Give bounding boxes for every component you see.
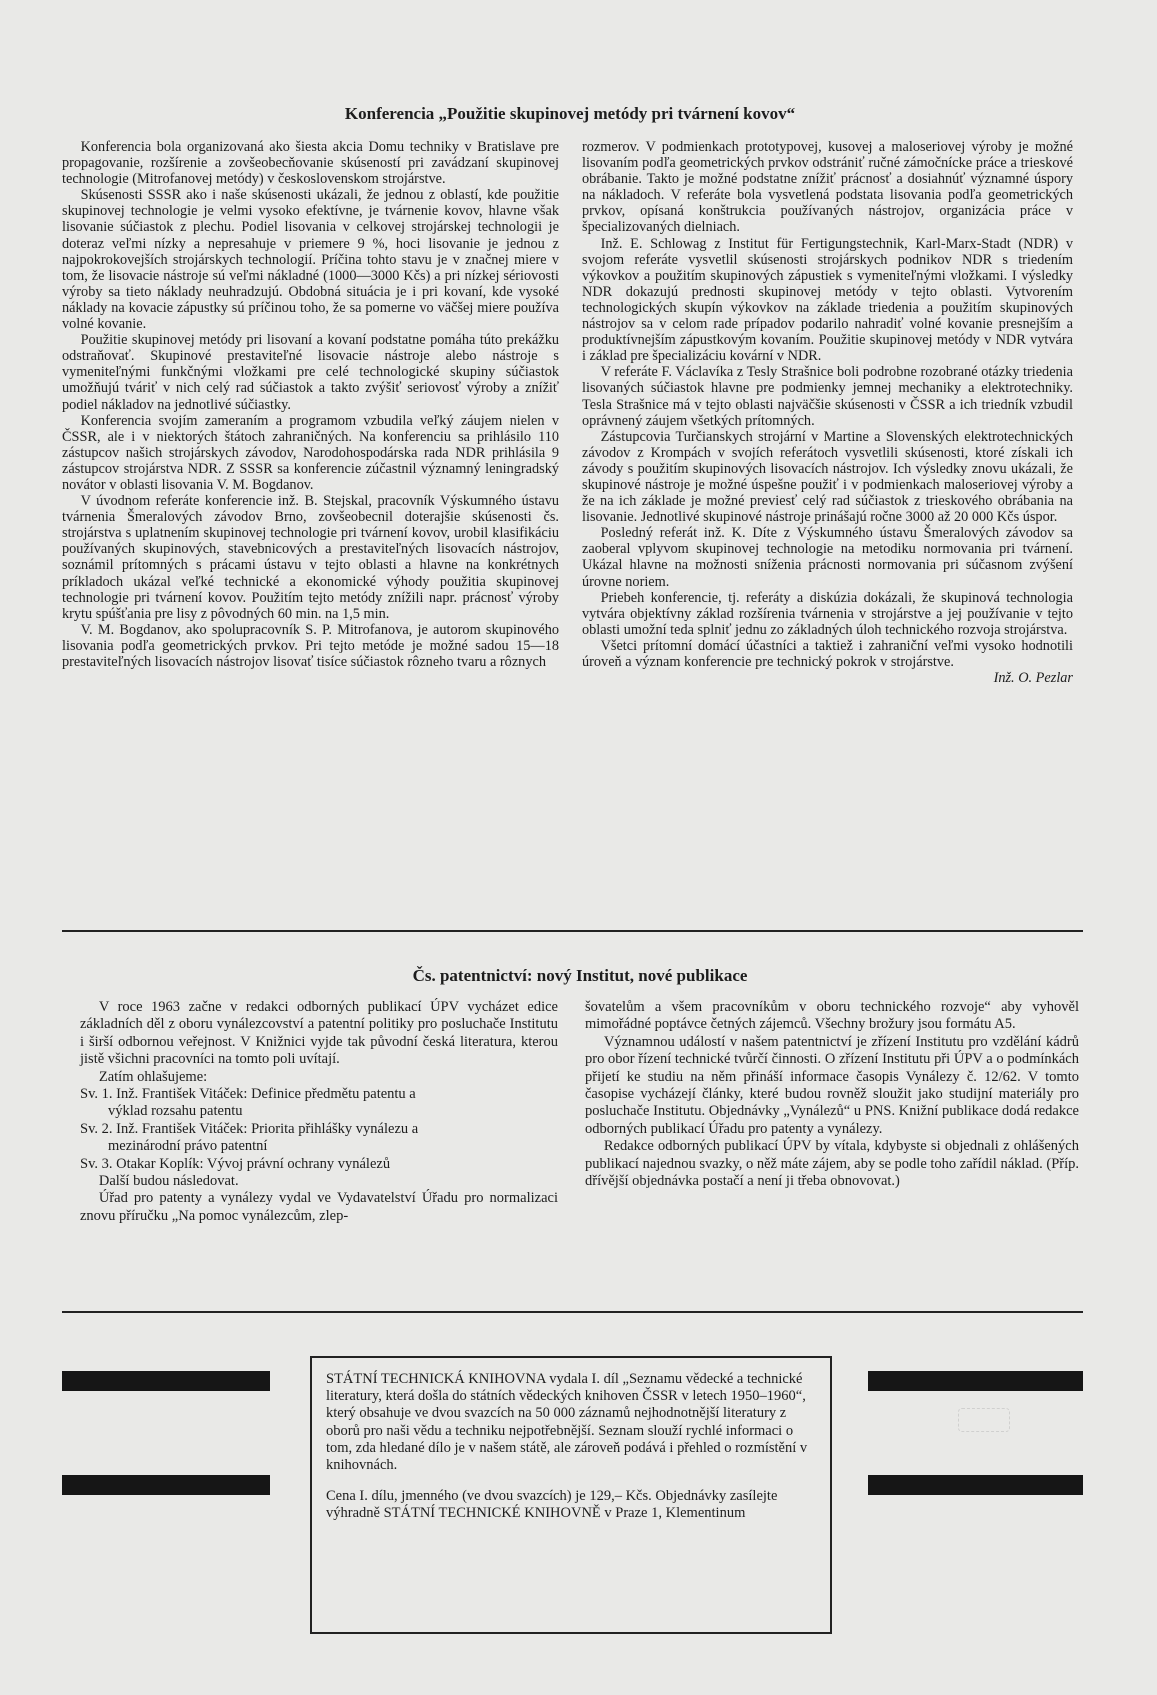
section-divider bbox=[62, 1311, 1083, 1313]
decorative-bar bbox=[62, 1371, 270, 1391]
paragraph: Významnou událostí v našem patentnictví je zřízení Institutu pro vzdělání kádrů pro obor řízení technické tvůrčí činnosti. O zřízení Institutu při ÚPV a o podmínkách přijetí ke studiu na něm přináší informace časopis Vynálezy č. 12/62. V tomto časopise vycházejí články, které budou rovněž sloužit jako studijní materiály pro posluchače Institutu. Objednávky „Vynálezů“ u PNS. Knižní publikace dodá redakce odborných publikací Úřadu pro patenty a vynálezy. bbox=[585, 1033, 1079, 1137]
article1-right-column bbox=[582, 139, 1073, 686]
list-item-head: Sv. 3. Otakar Koplík: Vývoj právní ochrany vynálezů bbox=[80, 1155, 391, 1172]
paragraph: Priebeh konferencie, tj. referáty a diskúzia dokázali, že skupinová technologia vytvára objektívny základ rozšírenia tvárnenia v strojárstve a jej používanie v tejto oblasti umožní teda splniť jednu zo základných úloh technického rozvoja strojárstva. bbox=[582, 589, 1073, 638]
paragraph: V referáte F. Václavíka z Tesly Strašnice boli podrobne rozobrané otázky triedenia lisovaných súčiastok hlavne pre podmienky jemnej mechaniky a elektrotechniky. Tesla Strašnice má v tejto oblasti najväčšie skúsenosti v ČSSR a ich triedník vzbudil oprávnený záujem všetkých prítomných. bbox=[582, 364, 1073, 429]
paragraph: V úvodnom referáte konferencie inž. B. Stejskal, pracovník Výskumného ústavu tvárnenia Šmeralových závodov Brno, zovšeobecnil doterajšie skúsenosti čs. strojárstva s uplatnením skupinovej technologie pri tvárnení kovov, urobil klasifikáciu používaných skupinových, stavebnicových a prestaviteľných lisovacích nástrojov, soznámil prítomných s prácami ústavu v tejto oblasti a hlavne na konkrétnych príkladoch ukázal veľké technické a ekonomické výhody použitia skupinovej technologie pri tvárnení kovov. Použitím tejto metódy znížili napr. prácnosť výroby krytu spúšťania pre lisy z pôvodných 60 min. na 1,5 min. bbox=[62, 493, 559, 622]
list-item bbox=[80, 1156, 558, 1173]
notice-paragraph: STÁTNÍ TECHNICKÁ KNIHOVNA vydala I. díl „Seznamu vědecké a technické literatury, která došla do státních vědeckých knihoven ČSSR v letech 1950–1960“, který obsahuje ve dvou svazcích na 50 000 záznamů nejhodnotnější literatury z oborů pro naši vědu a techniku nejpotřebnější. Seznam slouží rychlé informaci o tom, zda hledané dílo je v našem státě, ale zároveň podává i přehled o rozmístění v knihovnách. bbox=[326, 1371, 808, 1474]
article1-title: Konferencia „Použitie skupinovej metódy pri tvárnení kovov“ bbox=[344, 104, 796, 123]
faded-stamp-mark bbox=[958, 1408, 1010, 1432]
decorative-bar bbox=[868, 1371, 1083, 1391]
list-item-cont: výklad rozsahu patentu bbox=[108, 1103, 243, 1120]
section-divider bbox=[62, 930, 1083, 932]
article2-right-column bbox=[585, 999, 1079, 1190]
paragraph: V. M. Bogdanov, ako spolupracovník S. P. Mitrofanova, je autorom skupinového lisovania podľa geometrických prvkov. Pri tejto metóde je možné sadou 15—18 prestaviteľných lisovacích nástrojov lisovať tisíce súčiastok rôzneho tvaru a rôznych bbox=[62, 621, 559, 670]
paragraph: Všetci prítomní domácí účastníci a taktiež i zahraniční veľmi vysoko hodnotili úroveň a význam konferencie pre technický pokrok v strojárstve. bbox=[582, 637, 1073, 670]
paragraph: Posledný referát inž. K. Díte z Výskumného ústavu Šmeralových závodov sa zaoberal vplyvom skupinovej technologie na metodiku normovania pri tvárnení. Ukázal hlavne na možnosti sníženia prácnosti normovania pri súčasnom zvýšení úrovne noriem. bbox=[582, 525, 1073, 590]
paragraph: Zástupcovia Turčianskych strojární v Martine a Slovenských elektrotechnických závodov z Krompách v svojích referátoch vysvetlili skúsenosti, ktoré získali ich závody s použitím skupinových lisovacích nástrojov. Ich výsledky znovu ukázali, že skupinové nástroje je možné úspešne použiť i v podmienkach maloseriovej výroby a že na ich základe je možné previesť celý rad súčiastok z trieskového obrábania na lisovanie. Jednotlivé skupinové nástroje prinášajú ročne 3000 až 20 000 Kčs úspor. bbox=[582, 428, 1073, 526]
list-item-head: Sv. 1. Inž. František Vitáček: Definice předmětu patentu a bbox=[80, 1086, 416, 1103]
paragraph: Konferencia svojím zameraním a programom vzbudila veľký záujem nielen v ČSSR, ale i v niektorých štátoch zahraničných. Na konferenciu sa prihlásilo 110 zástupcov našich strojárskych závodov, Narodohospodárska rada NDR prihlásila 9 zástupcov strojárstva NDR. Z SSSR sa konferencie zúčastnil významný leningradský novátor v oblasti lisovania V. M. Bogdanov. bbox=[62, 412, 559, 493]
list-item-head: Sv. 2. Inž. František Vitáček: Priorita přihlášky vynálezu a bbox=[80, 1120, 419, 1137]
paragraph: Inž. E. Schlowag z Institut für Fertigungstechnik, Karl-Marx-Stadt (NDR) v svojom referáte vysvetlil skúsenosti strojárskych podnikov NDR s triedením výkovkov a použitím skupinových zápustiek s vymeniteľnými vložkami. I výsledky NDR dokazujú prednosti skupinovej metódy v tejto oblasti. Vytvorením technologických skupín výkovkov na základe triedenia a použitím skupinových nástrojov sa v celom rade prípadov podarilo nahradiť volné kovanie presnejším a produktívnejším zápustkovým kovaním. Použitie skupinovej metódy v NDR vytvára i základ pre špecializáciu kovární v NDR. bbox=[582, 235, 1073, 365]
paragraph: šovatelům a všem pracovníkům v oboru technického rozvoje“ aby vyhověl mimořádné poptávce četných zájemců. Všechny brožury jsou formátu A5. bbox=[585, 999, 1079, 1033]
list-item bbox=[80, 1086, 558, 1121]
announce-line: Zatím ohlašujeme: bbox=[98, 1068, 208, 1085]
paragraph: Úřad pro patenty a vynálezy vydal ve Vydavatelství Úřadu pro normalizaci znovu příručku „Na pomoc vynálezcům, zlep- bbox=[80, 1190, 558, 1224]
article2-title: Čs. patentnictví: nový Institut, nové publikace bbox=[412, 966, 748, 985]
notice-paragraph: Cena I. dílu, jmenného (ve dvou svazcích) je 129,– Kčs. Objednávky zasílejte výhradně STÁTNÍ TECHNICKÉ KNIHOVNĚ v Praze 1, Klementinum bbox=[326, 1488, 778, 1522]
list-item-cont: mezinárodní právo patentní bbox=[108, 1138, 268, 1155]
article1-left-column bbox=[62, 139, 559, 670]
article1-author: Inž. O. Pezlar bbox=[993, 670, 1073, 687]
decorative-bar bbox=[62, 1475, 270, 1495]
paragraph: Konferencia bola organizovaná ako šiesta akcia Domu techniky v Bratislave pre propagovanie, rozšírenie a zovšeobecňovanie skúseností pri zavádzaní skupinovej technologie (Mitrofanovej metódy) v československom strojárstve. bbox=[62, 139, 559, 188]
decorative-bar bbox=[868, 1475, 1083, 1495]
paragraph: Další budou následovat. bbox=[98, 1173, 239, 1190]
library-notice-box bbox=[310, 1356, 832, 1634]
article2-left-column bbox=[80, 999, 558, 1225]
paragraph: V roce 1963 začne v redakci odborných publikací ÚPV vycházet edice základních děl z oboru vynálezcovství a patentní politiky pro posluchače Institutu i širší odbornou veřejnost. V Knižnici vyjde tak původní česká literatura, kterou jistě všichni pracovníci na tomto poli uvítají. bbox=[80, 999, 558, 1068]
paragraph: Použitie skupinovej metódy pri lisovaní a kovaní podstatne pomáha túto prekážku odstraňovať. Skupinové prestaviteľné lisovacie nástroje alebo nástroje s vymeniteľnými funkčnými vložkami pre celé technologické skupiny súčiastok umožňujú tváriť v nich celý rad súčiastok a takto zvýšiť seriovosť výroby a znížiť podiel nákladov na jednotlivé súčiastky. bbox=[62, 332, 559, 413]
paragraph: Redakce odborných publikací ÚPV by vítala, kdybyste si objednali z ohlášených publikací najednou svazky, o něž máte zájem, aby se podle toho zařídil náklad. (Příp. dřívější objednávka postačí a není ji třeba obnovovat.) bbox=[585, 1138, 1079, 1190]
paragraph: rozmerov. V podmienkach prototypovej, kusovej a maloseriovej výroby je možné lisovaním podľa geometrických prvkov odstrániť ručné zámočnícke práce a trieskové obrábanie. Takto je možné podstatne znížiť prácnosť a dosiahnúť významné úspory na nákladoch. V referáte bola vysvetlená podstata lisovania podľa geometrických prvkov, opísaná konštrukcia používaných nástrojov, organizácia práce v špecializovaných dielniach. bbox=[582, 139, 1073, 236]
paragraph: Skúsenosti SSSR ako i naše skúsenosti ukázali, že jednou z oblastí, kde použitie skupinovej technologie je velmi vysoko efektívne, je tvárnenie kovov, hlavne však lisovanie súčiastok z plechu. Podiel lisovania v celkovej strojárskej technologii je doteraz veľmi nízky a nepresahuje v priemere 9 %, hoci lisovanie je jednou z najpokrokovejších strojárskych technologií. Príčina tohto stavu je v značnej miere v tom, že lisovacie nástroje sú veľmi nákladné (1000—3000 Kčs) a pri nízkej sériovosti výroby sa tieto náklady neuhradzujú. Obdobná situácia je i pri kovaní, kde vysoké náklady na kovacie zápustky sú príčinou toho, že sa pomerne vo väčšej miere používa volné kovanie. bbox=[62, 187, 559, 333]
list-item bbox=[80, 1121, 558, 1156]
